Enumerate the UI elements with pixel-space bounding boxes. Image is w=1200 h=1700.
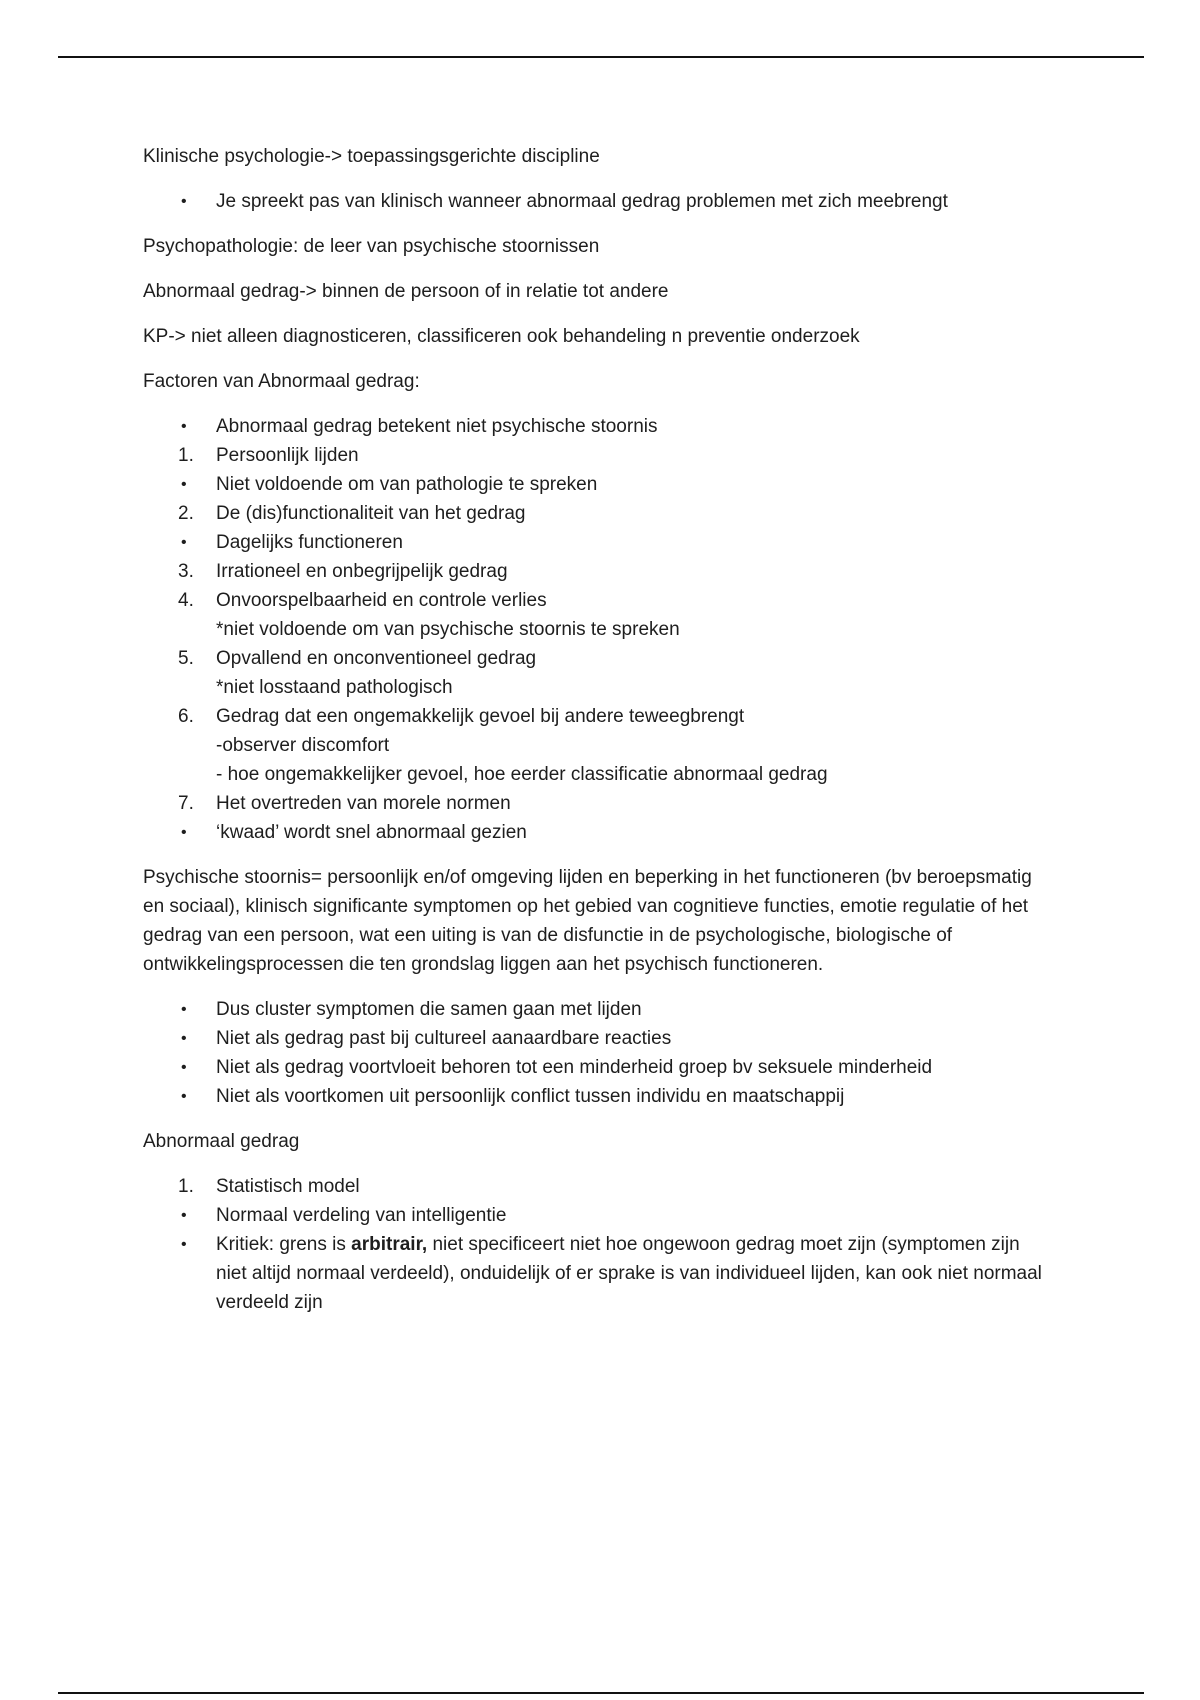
bullet-marker: • bbox=[181, 1088, 187, 1105]
number-marker: 4. bbox=[178, 590, 194, 611]
list-item bbox=[143, 1230, 1043, 1317]
list-item bbox=[143, 789, 1043, 818]
list-item-text: Niet voldoende om van pathologie te spreken bbox=[216, 474, 598, 495]
list-item bbox=[143, 528, 1043, 557]
list-item bbox=[143, 702, 1043, 731]
top-rule bbox=[58, 56, 1144, 58]
bullet-marker: • bbox=[181, 193, 187, 210]
list-item bbox=[143, 441, 1043, 470]
critique-prefix: Kritiek: grens is bbox=[216, 1234, 352, 1255]
list-item bbox=[143, 644, 1043, 673]
bullet-marker: • bbox=[181, 476, 187, 493]
paragraph-kp: KP-> niet alleen diagnosticeren, classificeren ook behandeling n preventie onderzoek bbox=[143, 326, 860, 347]
list-item bbox=[143, 586, 1043, 615]
list-item-text: Irrationeel en onbegrijpelijk gedrag bbox=[216, 561, 508, 582]
number-marker: 5. bbox=[178, 648, 194, 669]
factors-list bbox=[143, 412, 1043, 847]
list-item-text: Je spreekt pas van klinisch wanneer abnormaal gedrag problemen met zich meebrengt bbox=[216, 191, 948, 212]
critique-rest: niet specificeert niet hoe ongewoon gedrag moet zijn (symptomen zijn niet altijd normaal verdeeld), onduidelijk of er sprake is van individueel lijden, kan ook niet normaal verdeeld zijn bbox=[216, 1234, 1042, 1313]
list-item-text: Statistisch model bbox=[216, 1176, 360, 1197]
list-item bbox=[143, 1053, 1043, 1082]
list-item-text: Dagelijks functioneren bbox=[216, 532, 403, 553]
list-item bbox=[143, 412, 1043, 441]
list-item bbox=[143, 1172, 1043, 1201]
bullet-marker: • bbox=[181, 1001, 187, 1018]
list-item-text: Niet als gedrag past bij cultureel aanaardbare reacties bbox=[216, 1028, 672, 1049]
list-item bbox=[143, 187, 1043, 216]
list-item bbox=[143, 995, 1043, 1024]
list-item-text: Opvallend en onconventioneel gedrag bbox=[216, 648, 537, 669]
bullet-marker: • bbox=[181, 824, 187, 841]
bullet-marker: • bbox=[181, 534, 187, 551]
list-item-note: -observer discomfort bbox=[216, 735, 390, 756]
list-item-note: *niet losstaand pathologisch bbox=[216, 677, 453, 698]
list-item-text: Het overtreden van morele normen bbox=[216, 793, 511, 814]
list-item-text: ‘kwaad’ wordt snel abnormaal gezien bbox=[216, 822, 527, 843]
number-marker: 1. bbox=[178, 1176, 194, 1197]
list-item-text: Niet als voortkomen uit persoonlijk conflict tussen individu en maatschappij bbox=[216, 1086, 845, 1107]
list-item bbox=[143, 1201, 1043, 1230]
list-item-text: De (dis)functionaliteit van het gedrag bbox=[216, 503, 526, 524]
list-item-text: Dus cluster symptomen die samen gaan met lijden bbox=[216, 999, 642, 1020]
paragraph-abnormaal-gedrag-relatie: Abnormaal gedrag-> binnen de persoon of in relatie tot andere bbox=[143, 281, 669, 302]
number-marker: 6. bbox=[178, 706, 194, 727]
bullet-marker: • bbox=[181, 1059, 187, 1076]
list-item-text: Abnormaal gedrag betekent niet psychische stoornis bbox=[216, 416, 658, 437]
paragraph-psychische-stoornis: Psychische stoornis= persoonlijk en/of omgeving lijden en beperking in het functioneren (bv beroepsmatig en sociaal), klinisch significante symptomen op het gebied van cognitieve functies, emotie regulatie of het gedrag van een persoon, wat een uiting is van de disfunctie in de psychologische, biologische of ontwikkelingsprocessen die ten grondslag liggen aan het psychisch functioneren. bbox=[143, 867, 1032, 975]
model-list bbox=[143, 1172, 1043, 1317]
number-marker: 7. bbox=[178, 793, 194, 814]
list-item bbox=[143, 1082, 1043, 1111]
list-item-note: *niet voldoende om van psychische stoornis te spreken bbox=[216, 619, 680, 640]
list-item-text: Onvoorspelbaarheid en controle verlies bbox=[216, 590, 547, 611]
document-body bbox=[143, 142, 1043, 1317]
critique-bold: arbitrair, bbox=[351, 1234, 428, 1255]
heading-factoren: Factoren van Abnormaal gedrag: bbox=[143, 371, 420, 392]
number-marker: 3. bbox=[178, 561, 194, 582]
list-item bbox=[143, 557, 1043, 586]
list-item bbox=[143, 499, 1043, 528]
disorder-list bbox=[143, 995, 1043, 1111]
list-item-text: Gedrag dat een ongemakkelijk gevoel bij andere teweegbrengt bbox=[216, 706, 745, 727]
paragraph-klinische-psychologie: Klinische psychologie-> toepassingsgerichte discipline bbox=[143, 146, 600, 167]
heading-abnormaal-gedrag: Abnormaal gedrag bbox=[143, 1131, 300, 1152]
list-item bbox=[143, 470, 1043, 499]
number-marker: 1. bbox=[178, 445, 194, 466]
bullet-marker: • bbox=[181, 1207, 187, 1224]
bottom-rule bbox=[58, 1692, 1144, 1694]
list-item-text: Normaal verdeling van intelligentie bbox=[216, 1205, 507, 1226]
bullet-marker: • bbox=[181, 1030, 187, 1047]
number-marker: 2. bbox=[178, 503, 194, 524]
list-item bbox=[143, 818, 1043, 847]
paragraph-psychopathologie: Psychopathologie: de leer van psychische stoornissen bbox=[143, 236, 600, 257]
bullet-marker: • bbox=[181, 1236, 187, 1253]
list-item bbox=[143, 1024, 1043, 1053]
bullet-marker: • bbox=[181, 418, 187, 435]
list-item-note: - hoe ongemakkelijker gevoel, hoe eerder classificatie abnormaal gedrag bbox=[216, 764, 828, 785]
list-item-text: Persoonlijk lijden bbox=[216, 445, 359, 466]
list-item-text: Niet als gedrag voortvloeit behoren tot een minderheid groep bv seksuele minderheid bbox=[216, 1057, 933, 1078]
